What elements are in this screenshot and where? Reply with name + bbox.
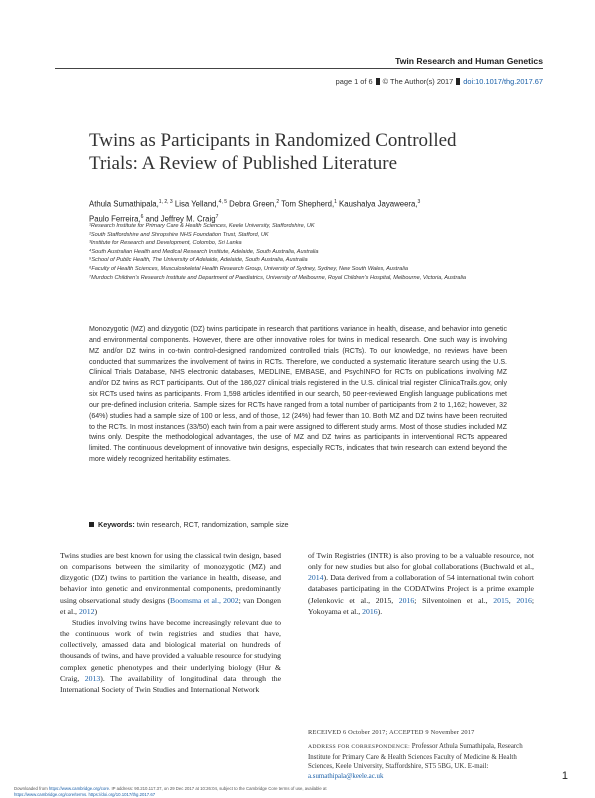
body-paragraph: [60, 617, 281, 695]
page-indicator: page 1 of 6: [335, 77, 373, 86]
affiliation-item: ²South Staffordshire and Shropshire NHS Foundation Trust, Stafford, UK: [89, 231, 269, 238]
author-name: Tom Shepherd,: [279, 199, 335, 209]
author-affil-sup: 3: [417, 199, 421, 205]
text-run: ).: [377, 606, 383, 616]
citation-link[interactable]: 2014: [308, 573, 324, 583]
footer-text: . IP address: 90.210.117.37, on 29 Dec 2017 at 10:26:04, subject to the Cambridge Core terms of use, available at: [109, 786, 327, 791]
citation-link[interactable]: 2016: [362, 606, 378, 616]
text-run: ; Yokoyama et al.,: [308, 595, 534, 616]
author-name: Athula Sumathipala,: [89, 199, 159, 209]
affiliation-item: ³Institute for Research and Development, Colombo, Sri Lanka: [89, 240, 242, 247]
bullet-square-icon: [89, 522, 94, 527]
text-run: of Twin Registries (INTR) is also proving to be a valuable resource, not only for new studies but also for global collaborations (Buchwald et al.,: [308, 551, 534, 572]
doi-link[interactable]: doi:10.1017/thg.2017.67: [463, 77, 543, 86]
keywords-text: twin research, RCT, randomization, sample size: [136, 520, 289, 529]
copyright: © The Author(s) 2017: [382, 77, 454, 86]
text-run: Twins studies are best known for using the classical twin design, based on comparisons between the similarity of monozygotic (MZ) and dizygotic (DZ) twins to partition the variance in health, disease, and behavior into genetic and environmental components, predominantly using observational study designs (: [60, 551, 281, 605]
keywords-label: Keywords:: [98, 520, 135, 529]
author-line-1: [89, 196, 509, 211]
author-affil-sup: 4, 5: [218, 199, 228, 205]
author-name: and Jeffrey M. Craig: [143, 214, 216, 224]
author-affil-sup: 6: [140, 213, 144, 220]
author-affil-sup: 2: [276, 199, 280, 205]
affiliation-item: ¹Research Institute for Primary Care & Health Sciences, Keele University, Staffordshire, UK: [89, 223, 315, 229]
affiliation-item: ⁷Murdoch Children's Research Institute and Department of Paediatrics, University of Melbourne, Royal Children's Hospital, Melbourne, Victoria, Australia: [89, 274, 467, 281]
email-link[interactable]: a.sumathipala@keele.ac.uk: [308, 773, 384, 781]
abstract: Monozygotic (MZ) and dizygotic (DZ) twins participate in research that partitions variance in health, disease, and behavior into genetic and environmental components. However, there are other innovative roles for twins in medical research. One such way is involving MZ and/or DZ twins in co-twin control-designed randomized controlled trials (RCTs). To our knowledge, no reviews have been conducted that summarizes the involvement of twins in RCTs. Therefore, we conducted a systematic literature search using the U.S. Clinical Trials Database, NHS electronic databases, MEDLINE, EMBASE, and PsychINFO for RCTs on publications involving MZ and/or DZ twins as RCT participants. Out of the 186,027 clinical trials registered in the U.S. clinical trial register ClinicaTrails.gov, only six RCTs used twins as participants. From 1,598 articles identified in our search, 50 peer-reviewed English language publications met our pre-defined inclusion criteria. Sample sizes for RCTs have ranged from a total number of participants from 2 to 1,162; however, 32 (64%) studies had a sample size of 100 or less, and of those, 12 (24%) had fewer than 10. Both MZ and DZ twins have been recruited to the RCTs. In most instances (33/50) each twin from a pair were assigned to different study arms. Most of those studies included MZ twins only. Despite the methodological advantages, the use of MZ and DZ twins as participants in interventional RCTs appeared limited. The continuous development of innovative twin designs, especially RCTs, indicates that twin research can extend beyond the more widely recognized heritability estimates.: [89, 326, 507, 464]
footer-text: Downloaded from: [14, 786, 49, 791]
citation-link[interactable]: 2012: [78, 606, 95, 616]
citation-link[interactable]: 2016: [398, 595, 415, 605]
author-name: Lisa Yelland,: [172, 199, 219, 209]
body-paragraph: [308, 550, 534, 617]
body-paragraph: [60, 550, 281, 617]
text-run: ,: [508, 595, 517, 605]
correspondence: [308, 742, 534, 782]
affiliation-item: ⁴South Australian Health and Medical Research Institute, Adelaide, South Australia, Australia: [89, 248, 319, 255]
author-affil-sup: 1, 2, 3: [158, 199, 173, 205]
affiliation-item: ⁵School of Public Health, The University of Adelaide, Adelaide, South Australia, Australia: [89, 257, 308, 264]
author-affil-sup: 1: [334, 199, 337, 205]
text-run: ): [94, 606, 98, 616]
citation-link[interactable]: 2015: [493, 595, 509, 605]
text-run: ; Silventoinen et al.,: [414, 595, 494, 605]
citation-link[interactable]: 2013: [84, 673, 101, 683]
author-name: Paulo Ferreira,: [89, 214, 141, 224]
author-name: Kaushalya Jayaweera,: [336, 199, 418, 209]
header-divider: [55, 68, 543, 69]
journal-name: Twin Research and Human Genetics: [395, 56, 543, 66]
text-run: Studies involving twins have become increasingly relevant due to the continuous work of twin registries and studies that have, collectively, amassed data and biological material on hundreds of thousands of twins, and have provided a valuable resource for studying complex genetic phenotypes and their underlying biology (Hur & Craig,: [60, 617, 281, 683]
footer-link[interactable]: https://www.cambridge.org/core: [48, 786, 110, 791]
correspondence-label: ADDRESS FOR CORRESPONDENCE:: [308, 744, 410, 750]
article-title: Twins as Participants in Randomized Controlled Trials: A Review of Published Literature: [89, 130, 457, 174]
correspondence-text: Professor Athula Sumathipala, Research Institute for Primary Care & Health Sciences Faculty of Medicine & Health Sciences, Keele University, Staffordshire, ST5 5BG, UK. E-mail:: [308, 743, 523, 771]
author-list: [89, 196, 509, 225]
footer-link[interactable]: https://www.cambridge.org/core/terms: [14, 792, 87, 797]
affiliation-item: ⁶Faculty of Health Sciences, Musculoskeletal Health Research Group, University of Sydney, Sydney, New South Wales, Australia: [89, 265, 408, 272]
separator-square-icon: [376, 78, 380, 85]
text-run: ). The availability of longitudinal data through the International Society of Twin Studies and International Network: [60, 673, 282, 694]
author-name: Debra Green,: [227, 199, 277, 209]
separator-square-icon: [456, 78, 460, 85]
body-column-left: [60, 550, 281, 695]
download-footer-line2: [14, 792, 554, 798]
footer-text: .: [86, 792, 89, 797]
citation-link[interactable]: 2016: [516, 595, 532, 605]
author-affil-sup: 7: [215, 213, 219, 220]
received-dates: RECEIVED 6 October 2017; ACCEPTED 9 November 2017: [308, 729, 475, 736]
affiliations: [89, 222, 509, 282]
body-column-right: [308, 550, 534, 617]
page-number: 1: [561, 770, 568, 782]
footer-link[interactable]: https://doi.org/10.1017/thg.2017.67: [88, 792, 156, 797]
text-run: ; van Dongen et al.,: [60, 595, 281, 616]
text-run: ). Data derived from a collaboration of 54 international twin cohort databases participating in the CODATwins Project is a prime example (Jelenkovic et al., 2015,: [308, 573, 534, 605]
citation-link[interactable]: Boomsma et al., 2002: [170, 595, 239, 605]
keywords: [89, 520, 507, 529]
page-info: [336, 77, 543, 86]
